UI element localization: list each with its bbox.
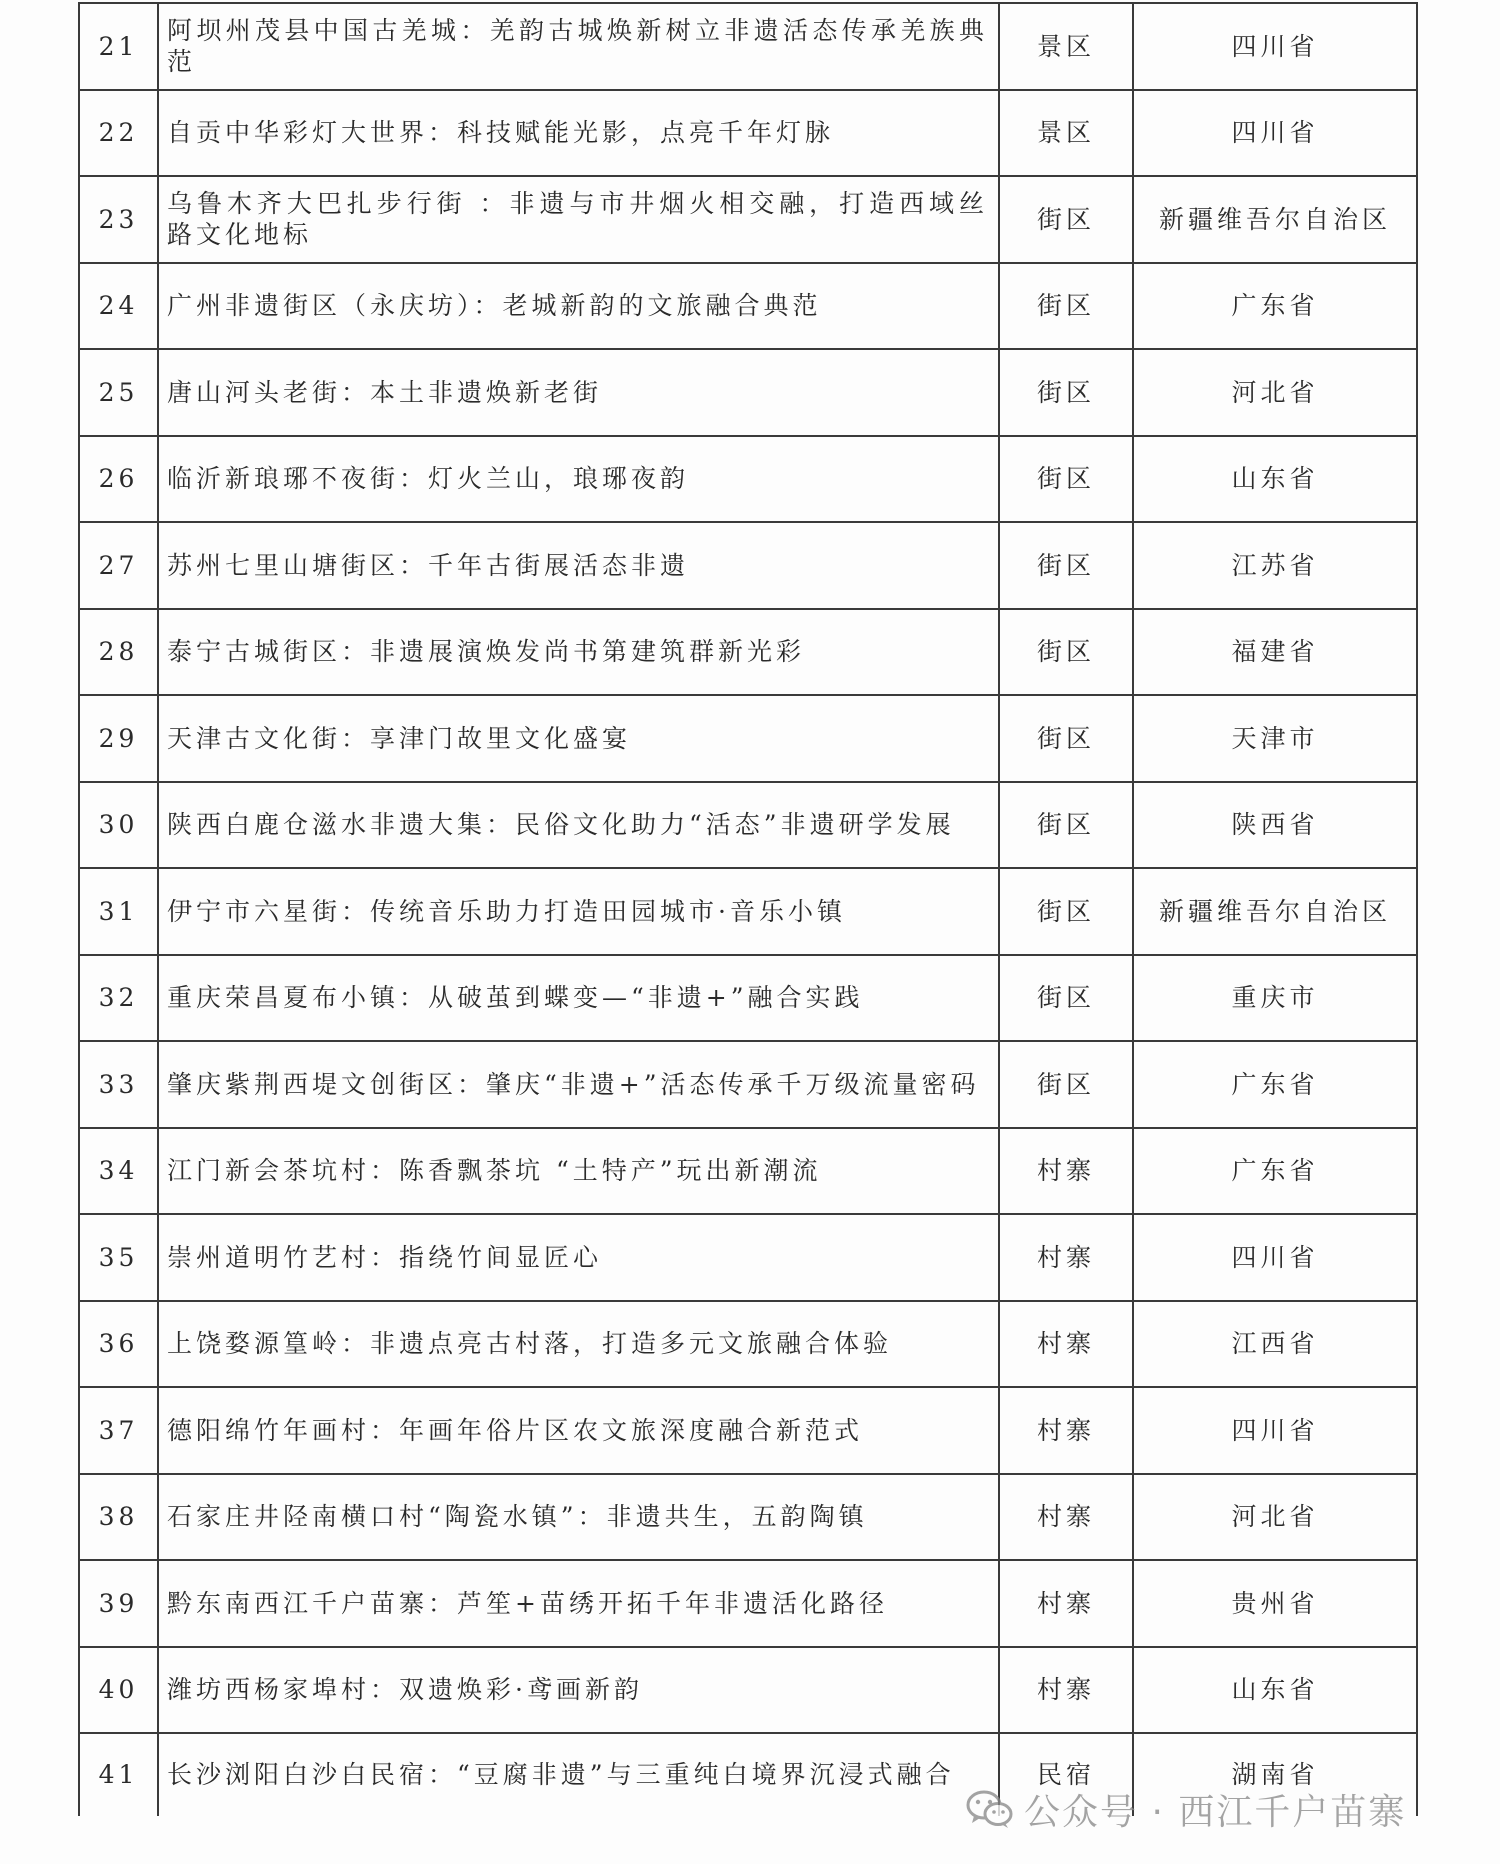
row-province: 新疆维吾尔自治区 bbox=[1133, 176, 1417, 263]
row-title: 陕西白鹿仓滋水非遗大集：民俗文化助力“活态”非遗研学发展 bbox=[158, 782, 999, 869]
row-title: 自贡中华彩灯大世界：科技赋能光影，点亮千年灯脉 bbox=[158, 90, 999, 177]
table-row bbox=[79, 955, 1417, 1042]
row-province: 重庆市 bbox=[1133, 955, 1417, 1042]
project-list-table bbox=[78, 2, 1418, 1816]
row-type: 街区 bbox=[999, 868, 1133, 955]
row-type: 街区 bbox=[999, 436, 1133, 523]
row-number: 37 bbox=[79, 1387, 158, 1474]
row-number: 33 bbox=[79, 1041, 158, 1128]
table-row bbox=[79, 609, 1417, 696]
row-title: 石家庄井陉南横口村“陶瓷水镇”：非遗共生，五韵陶镇 bbox=[158, 1474, 999, 1561]
row-number: 23 bbox=[79, 176, 158, 263]
row-title: 广州非遗街区（永庆坊）：老城新韵的文旅融合典范 bbox=[158, 263, 999, 350]
row-title: 长沙浏阳白沙白民宿：“豆腐非遗”与三重纯白境界沉浸式融合 bbox=[158, 1733, 999, 1816]
table-row bbox=[79, 1733, 1417, 1816]
row-number: 29 bbox=[79, 695, 158, 782]
row-type: 街区 bbox=[999, 695, 1133, 782]
row-type: 村寨 bbox=[999, 1560, 1133, 1647]
row-title: 肇庆紫荆西堤文创街区：肇庆“非遗+”活态传承千万级流量密码 bbox=[158, 1041, 999, 1128]
row-title: 苏州七里山塘街区：千年古街展活态非遗 bbox=[158, 522, 999, 609]
row-type: 街区 bbox=[999, 955, 1133, 1042]
row-province: 四川省 bbox=[1133, 1387, 1417, 1474]
row-title: 潍坊西杨家埠村：双遗焕彩·鸢画新韵 bbox=[158, 1647, 999, 1734]
row-number: 32 bbox=[79, 955, 158, 1042]
row-type: 民宿 bbox=[999, 1733, 1133, 1816]
row-number: 22 bbox=[79, 90, 158, 177]
row-type: 村寨 bbox=[999, 1474, 1133, 1561]
row-number: 21 bbox=[79, 3, 158, 90]
row-province: 四川省 bbox=[1133, 90, 1417, 177]
row-number: 26 bbox=[79, 436, 158, 523]
table-row bbox=[79, 1474, 1417, 1561]
row-type: 景区 bbox=[999, 3, 1133, 90]
table-row bbox=[79, 90, 1417, 177]
row-type: 村寨 bbox=[999, 1214, 1133, 1301]
row-title: 乌鲁木齐大巴扎步行街 ：非遗与市井烟火相交融，打造西域丝路文化地标 bbox=[158, 176, 999, 263]
row-number: 41 bbox=[79, 1733, 158, 1816]
table-row bbox=[79, 349, 1417, 436]
row-number: 38 bbox=[79, 1474, 158, 1561]
row-province: 贵州省 bbox=[1133, 1560, 1417, 1647]
row-number: 25 bbox=[79, 349, 158, 436]
row-province: 江苏省 bbox=[1133, 522, 1417, 609]
row-type: 街区 bbox=[999, 609, 1133, 696]
row-title: 重庆荣昌夏布小镇：从破茧到蝶变—“非遗+”融合实践 bbox=[158, 955, 999, 1042]
row-province: 河北省 bbox=[1133, 349, 1417, 436]
row-number: 40 bbox=[79, 1647, 158, 1734]
table-row bbox=[79, 1214, 1417, 1301]
row-province: 广东省 bbox=[1133, 1128, 1417, 1215]
row-province: 山东省 bbox=[1133, 436, 1417, 523]
row-number: 36 bbox=[79, 1301, 158, 1388]
table-row bbox=[79, 263, 1417, 350]
row-type: 景区 bbox=[999, 90, 1133, 177]
row-type: 街区 bbox=[999, 522, 1133, 609]
row-type: 街区 bbox=[999, 1041, 1133, 1128]
row-number: 27 bbox=[79, 522, 158, 609]
row-title: 阿坝州茂县中国古羌城：羌韵古城焕新树立非遗活态传承羌族典范 bbox=[158, 3, 999, 90]
row-type: 街区 bbox=[999, 782, 1133, 869]
row-number: 35 bbox=[79, 1214, 158, 1301]
row-type: 村寨 bbox=[999, 1301, 1133, 1388]
table-row bbox=[79, 3, 1417, 90]
row-province: 河北省 bbox=[1133, 1474, 1417, 1561]
row-number: 34 bbox=[79, 1128, 158, 1215]
row-type: 村寨 bbox=[999, 1387, 1133, 1474]
table-row bbox=[79, 522, 1417, 609]
row-type: 村寨 bbox=[999, 1128, 1133, 1215]
row-province: 陕西省 bbox=[1133, 782, 1417, 869]
row-province: 湖南省 bbox=[1133, 1733, 1417, 1816]
row-number: 39 bbox=[79, 1560, 158, 1647]
table-row bbox=[79, 782, 1417, 869]
row-province: 山东省 bbox=[1133, 1647, 1417, 1734]
row-title: 黔东南西江千户苗寨：芦笙+苗绣开拓千年非遗活化路径 bbox=[158, 1560, 999, 1647]
row-title: 崇州道明竹艺村：指绕竹间显匠心 bbox=[158, 1214, 999, 1301]
table-row bbox=[79, 1387, 1417, 1474]
row-title: 上饶婺源篁岭：非遗点亮古村落，打造多元文旅融合体验 bbox=[158, 1301, 999, 1388]
row-type: 街区 bbox=[999, 263, 1133, 350]
row-province: 四川省 bbox=[1133, 1214, 1417, 1301]
row-number: 24 bbox=[79, 263, 158, 350]
row-title: 江门新会茶坑村：陈香飘茶坑 “土特产”玩出新潮流 bbox=[158, 1128, 999, 1215]
row-province: 广东省 bbox=[1133, 263, 1417, 350]
row-province: 四川省 bbox=[1133, 3, 1417, 90]
row-province: 江西省 bbox=[1133, 1301, 1417, 1388]
table-row bbox=[79, 1560, 1417, 1647]
table-row bbox=[79, 695, 1417, 782]
row-province: 天津市 bbox=[1133, 695, 1417, 782]
table-row bbox=[79, 1301, 1417, 1388]
row-number: 31 bbox=[79, 868, 158, 955]
row-title: 伊宁市六星街：传统音乐助力打造田园城市·音乐小镇 bbox=[158, 868, 999, 955]
table-row bbox=[79, 436, 1417, 523]
row-number: 30 bbox=[79, 782, 158, 869]
row-title: 天津古文化街：享津门故里文化盛宴 bbox=[158, 695, 999, 782]
row-title: 德阳绵竹年画村：年画年俗片区农文旅深度融合新范式 bbox=[158, 1387, 999, 1474]
table-row bbox=[79, 1041, 1417, 1128]
table-row bbox=[79, 1647, 1417, 1734]
row-title: 泰宁古城街区：非遗展演焕发尚书第建筑群新光彩 bbox=[158, 609, 999, 696]
table-row bbox=[79, 1128, 1417, 1215]
row-province: 广东省 bbox=[1133, 1041, 1417, 1128]
row-type: 街区 bbox=[999, 176, 1133, 263]
row-number: 28 bbox=[79, 609, 158, 696]
table-row bbox=[79, 868, 1417, 955]
row-type: 街区 bbox=[999, 349, 1133, 436]
row-title: 临沂新琅琊不夜街：灯火兰山，琅琊夜韵 bbox=[158, 436, 999, 523]
row-title: 唐山河头老街：本土非遗焕新老街 bbox=[158, 349, 999, 436]
table-row bbox=[79, 176, 1417, 263]
row-province: 新疆维吾尔自治区 bbox=[1133, 868, 1417, 955]
row-type: 村寨 bbox=[999, 1647, 1133, 1734]
table-body bbox=[79, 3, 1417, 1816]
row-province: 福建省 bbox=[1133, 609, 1417, 696]
watermark-text: 公众号 · 西江千户苗寨 bbox=[1024, 1791, 1407, 1833]
